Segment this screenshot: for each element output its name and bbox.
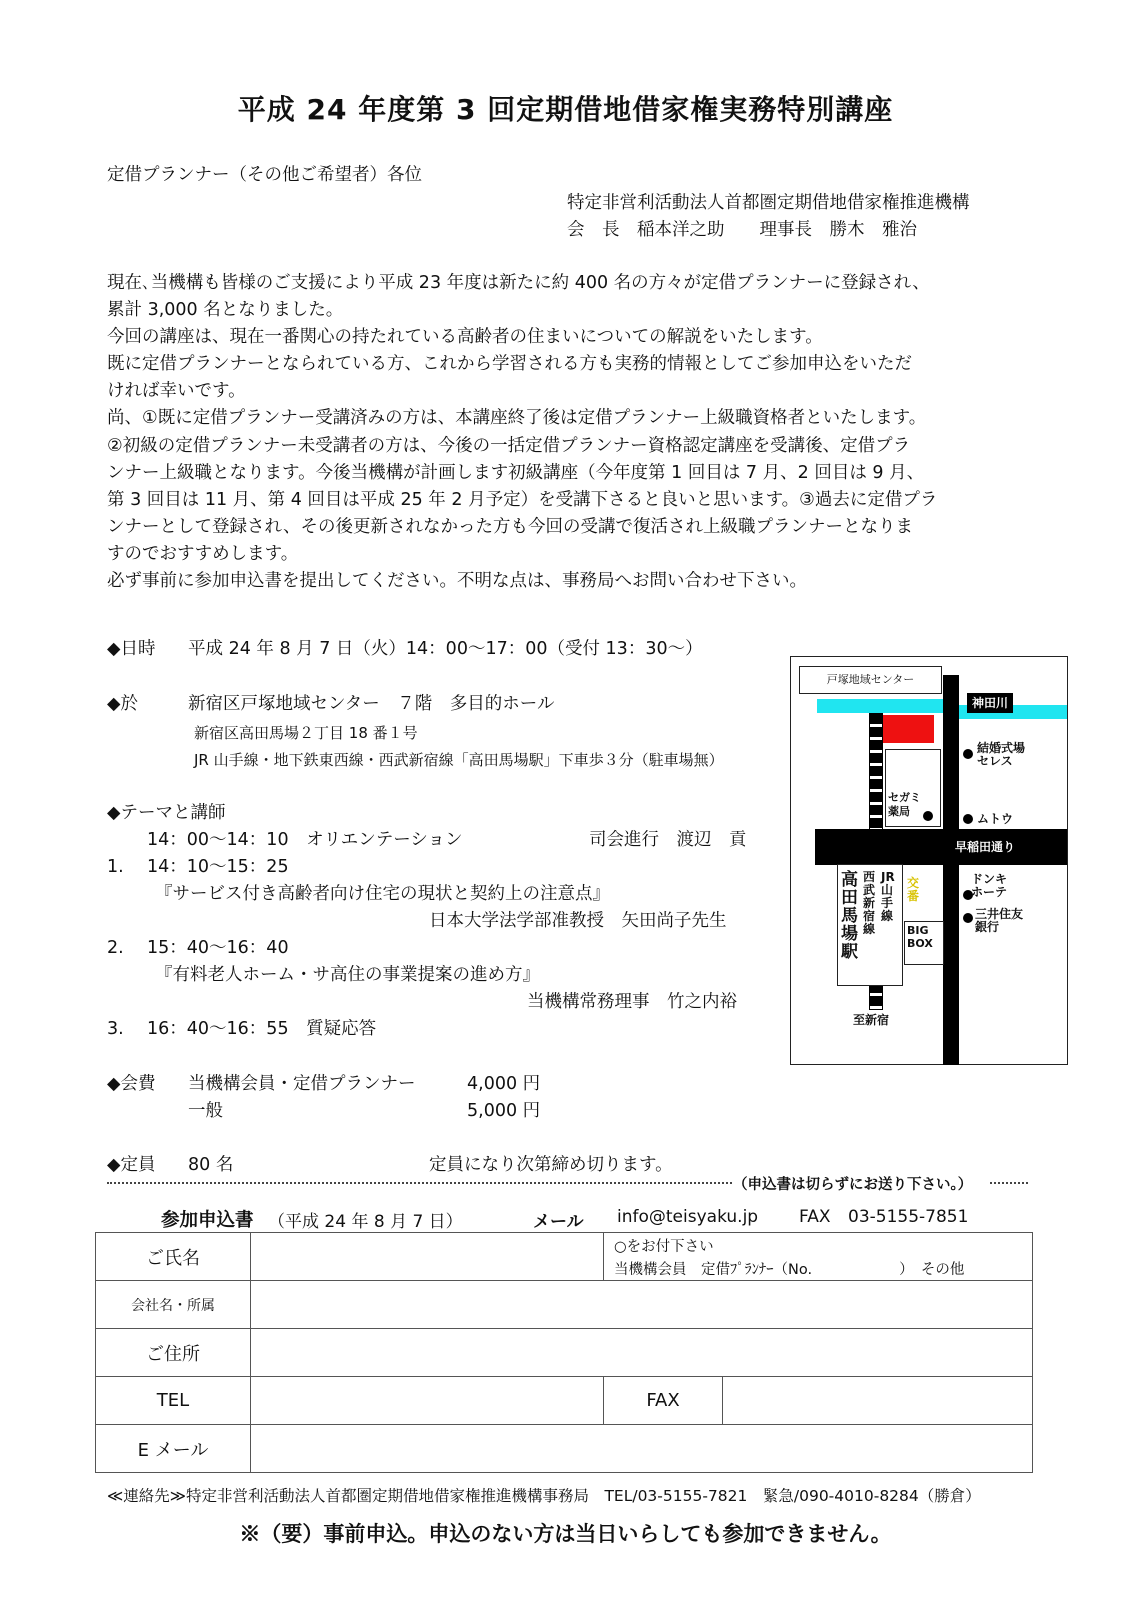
program-item-time: 14：10～15：25 — [147, 857, 289, 877]
river-strip — [817, 699, 949, 713]
program-item-time: 15：40～16：40 — [147, 938, 289, 958]
bank-label: 三井住友 銀行 — [975, 907, 1024, 934]
fee-member-label: 当機構会員・定借プランナー — [188, 1074, 416, 1094]
name-field[interactable] — [251, 1233, 604, 1281]
venue-access: JR 山手線・地下鉄東西線・西武新宿線「高田馬場駅」下車歩３分（駐車場無） — [194, 751, 724, 769]
river-label: 神田川 — [967, 693, 1013, 713]
tel-field[interactable] — [251, 1377, 604, 1425]
capacity-label: ◆定員 — [107, 1155, 156, 1175]
body-line: ンナーとして登録され、その後更新されなかった方も今回の受講で復活され上級職プランナーとなりま — [107, 516, 914, 537]
mutou-marker — [963, 814, 973, 824]
date-label: ◆日時 — [107, 639, 156, 659]
venue-label: ◆於 — [107, 694, 138, 714]
company-label: 会社名・所属 — [96, 1281, 251, 1329]
wedding-label: 結婚式場 セレス — [977, 741, 1026, 768]
advance-registration-warning: ※（要）事前申込。申込のない方は当日いらしても参加できません。 — [239, 1521, 892, 1546]
capacity-value: 80 名 — [188, 1155, 234, 1175]
opening-time: 14：00～14：10 オリエンテーション — [147, 830, 463, 850]
mail-address: info@teisyaku.jp — [617, 1207, 759, 1227]
fee-label: ◆会費 — [107, 1074, 156, 1094]
body-line: ンナー上級職となります。今後当機構が計画します初級講座（今年度第 1 回目は 7 月、2 回目は 9 月、 — [107, 462, 925, 483]
station-label: 高田馬場駅 — [841, 870, 858, 962]
wedding-marker — [963, 749, 973, 759]
program-item-theme: 『サービス付き高齢者向け住宅の現状と契約上の注意点』 — [155, 884, 610, 904]
venue-name: 新宿区戸塚地域センター ７階 多目的ホール — [188, 694, 555, 714]
body-line: すのでおすすめします。 — [107, 543, 299, 564]
program-label: ◆テーマと講師 — [107, 803, 226, 823]
program-item-time: 16：40～16：55 質疑応答 — [147, 1019, 377, 1039]
tel-label: TEL — [96, 1377, 251, 1425]
company-field[interactable] — [251, 1281, 1033, 1329]
membership-check-cell[interactable] — [604, 1233, 1033, 1281]
fee-general-price: 5,000 円 — [467, 1101, 541, 1121]
fee-general-label: 一般 — [188, 1101, 223, 1121]
body-line: ければ幸いです。 — [107, 381, 246, 402]
program-item-number: 1. — [107, 857, 124, 877]
segami-label: セガミ 薬局 — [888, 791, 921, 818]
date-value: 平成 24 年 8 月 7 日（火）14：00～17：00（受付 13：30～） — [188, 639, 703, 659]
koban-label: 交番 — [907, 876, 920, 903]
program-item-speaker: 日本大学法学部准教授 矢田尚子先生 — [429, 911, 727, 931]
jr-line-label: JR山手線 — [881, 870, 895, 923]
body-line: 第 3 回目は 11 月、第 4 回目は平成 25 年 2 月予定）を受講下さると良いと思います。③過去に定借プラ — [107, 489, 938, 510]
fax-label: FAX — [799, 1207, 831, 1227]
waseda-road-label: 早稲田通り — [955, 840, 1016, 854]
page-title: 平成 24 年度第 3 回定期借地借家権実務特別講座 — [237, 93, 894, 126]
mutou-label: ムトウ — [977, 812, 1014, 826]
program-item-number: 3. — [107, 1019, 124, 1039]
body-line: 尚、①既に定借プランナー受講済みの方は、本講座終了後は定借プランナー上級職資格者といたします。 — [107, 408, 927, 429]
contact-info: ≪連絡先≫特定非営利活動法人首都圏定期借地借家権推進機構事務局 TEL/03-5155-7821 緊急/090-4010-8284（勝倉） — [107, 1487, 981, 1505]
access-map — [790, 656, 1068, 1065]
community-center-building — [879, 715, 934, 743]
addressee: 定借プランナー（その他ご希望者）各位 — [107, 165, 422, 185]
program-item-speaker: 当機構常務理事 竹之内裕 — [527, 992, 737, 1012]
railway-north — [869, 713, 883, 833]
waseda-road — [815, 829, 1067, 865]
body-line: 現在､当機構も皆様のご支援により平成 23 年度は新たに約 400 名の方々が定借プランナーに登録され、 — [107, 273, 930, 293]
cut-line-end — [990, 1182, 1028, 1184]
cut-note: （申込書は切らずにお送り下さい。） — [733, 1177, 973, 1193]
officers: 会 長 稲本洋之助 理事長 勝木 雅治 — [567, 220, 917, 240]
body-line: ②初級の定借プランナー未受講者の方は、今後の一括定借プランナー資格認定講座を受講後、定借プラ — [107, 435, 911, 456]
venue-address: 新宿区高田馬場２丁目 18 番１号 — [194, 724, 418, 742]
mail-label: メール — [533, 1212, 584, 1232]
donki-label: ドンキ ホーテ — [971, 872, 1008, 899]
railway-south — [869, 982, 883, 1010]
application-form — [95, 1232, 1033, 1473]
address-label: ご住所 — [96, 1329, 251, 1377]
email-field[interactable] — [251, 1425, 1033, 1473]
fax-field-label: FAX — [604, 1377, 723, 1425]
body-line: 既に定借プランナーとなられている方、これから学習される方も実務的情報としてご参加申込をいただ — [107, 354, 912, 375]
bigbox-label: BIG BOX — [904, 921, 944, 965]
center-label-box: 戸塚地域センター — [799, 666, 942, 694]
intro-paragraph — [107, 270, 1017, 595]
form-date: （平成 24 年 8 月 7 日） — [268, 1212, 463, 1232]
body-line: 今回の講座は、現在一番関心の持たれている高齢者の住まいについての解説をいたします。 — [107, 327, 823, 348]
name-label: ご氏名 — [96, 1233, 251, 1281]
program-item-theme: 『有料老人ホーム・サ高住の事業提案の進め方』 — [155, 965, 540, 985]
to-shinjuku-label: 至新宿 — [853, 1013, 890, 1027]
organization: 特定非営利活動法人首都圏定期借地借家権推進機構 — [567, 193, 970, 213]
body-line: 必ず事前に参加申込書を提出してください。不明な点は、事務局へお問い合わせ下さい。 — [107, 571, 807, 592]
check-note: ○をお付下さい — [614, 1239, 714, 1255]
seibu-line-label: 西武新宿線 — [863, 870, 876, 936]
road-east — [943, 675, 959, 1065]
bank-marker — [963, 913, 973, 923]
capacity-note: 定員になり次第締め切ります。 — [429, 1155, 673, 1175]
fax-field[interactable] — [723, 1377, 1033, 1425]
cut-line — [107, 1182, 732, 1184]
fee-member-price: 4,000 円 — [467, 1074, 541, 1094]
email-label: E メール — [96, 1425, 251, 1473]
opening-host: 司会進行 渡辺 貢 — [589, 830, 747, 850]
program-item-number: 2. — [107, 938, 124, 958]
check-options: 当機構会員 定借ﾌﾟﾗﾝﾅｰ（No. ） その他 — [614, 1262, 965, 1278]
body-line: 累計 3,000 名となりました。 — [107, 300, 344, 321]
form-title: 参加申込書 — [161, 1210, 254, 1231]
address-field[interactable] — [251, 1329, 1033, 1377]
segami-marker — [923, 811, 933, 821]
fax-number: 03-5155-7851 — [848, 1207, 969, 1227]
